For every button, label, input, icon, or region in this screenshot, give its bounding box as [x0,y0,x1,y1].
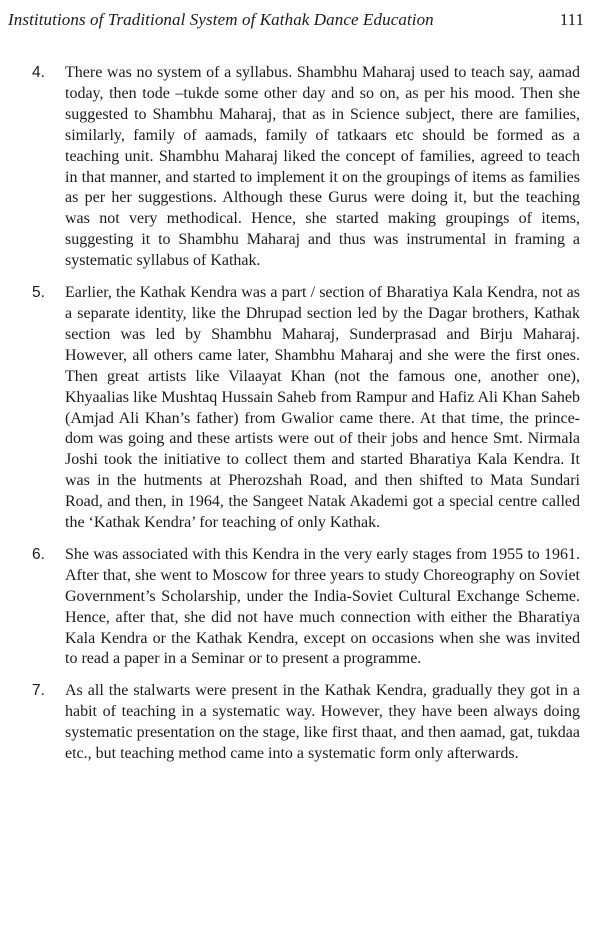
item-number: 4. [32,64,45,81]
item-number: 6. [32,545,45,563]
list-item-6 [32,545,580,670]
list-item-4 [32,63,580,272]
page-number: 111 [559,10,584,29]
item-paragraph: She was associated with this Kendra in the very early stages from 1955 to 1961. After that, she went to Moscow for three years to study Choreography on Soviet Government’s Scholarship, under the India-Soviet Cultural Exchange Scheme. Hence, after that, she did not have much connection with either the Bharatiya Kala Kendra or the Kathak Kendra, except on occasions when she was invited to read a paper in a Seminar or to present a programme. [65,545,580,668]
item-paragraph: As all the stalwarts were present in the Kathak Kendra, gradually they got in a habit of teaching in a systematic way. However, they have been always doing systematic presentation on the stage, like first thaat, and then aamad, gat, tukdaa etc., but teaching method came into a systematic form only afterwards. [65,682,580,763]
numbered-list [32,63,580,776]
item-paragraph: Earlier, the Kathak Kendra was a part / section of Bharatiya Kala Kendra, not as a separate identity, like the Dhrupad section led by the Dagar brothers, Kathak section was led by Shambhu Maharaj, Sunderprasad and Birju Maharaj. However, all others came later, Shambhu Maharaj and she were the first ones. Then great artists like Vilaayat Khan (not the famous one, another one), Khyaalias like Mushtaq Hussain Saheb from Rampur and Hafiz Ali Khan Saheb (Amjad Ali Khan’s father) from Gwalior came there. At that time, the prince-dom was going and these artists were out of their jobs and hence Smt. Nirmala Joshi took the initiative to collect them and started Bharatiya Kala Kendra. It was in the hutments at Pherozshah Road, and then shifted to Mata Sundari Road, and then, in 1964, the Sangeet Natak Akademi got a special centre called the ‘Kathak Kendra’ for teaching of only Kathak. [65,284,580,532]
running-title: Institutions of Traditional System of Kathak Dance Education [8,10,434,29]
item-number: 5. [32,284,45,302]
item-paragraph: There was no system of a syllabus. Shambhu Maharaj used to teach say, aamad today, then tode –tukde some other day and so on, as per his mood. Then she suggested to Shambhu Maharaj, that as in Science subject, there are families, similarly, family of aamads, family of tatkaars etc should be formed as a teaching unit. Shambhu Maharaj liked the concept of families, agreed to teach in that manner, and started to implement it on the groupings of items as families as per her suggestions. Although these Gurus were doing it, but the teaching was not very methodical. Hence, she started making groupings of items, suggesting it to Shambhu Maharaj and thus was instrumental in framing a systematic syllabus of Kathak. [65,64,580,270]
list-item-5 [32,283,580,534]
running-header [8,10,590,36]
list-item-7 [32,681,580,765]
item-number: 7. [32,682,45,700]
